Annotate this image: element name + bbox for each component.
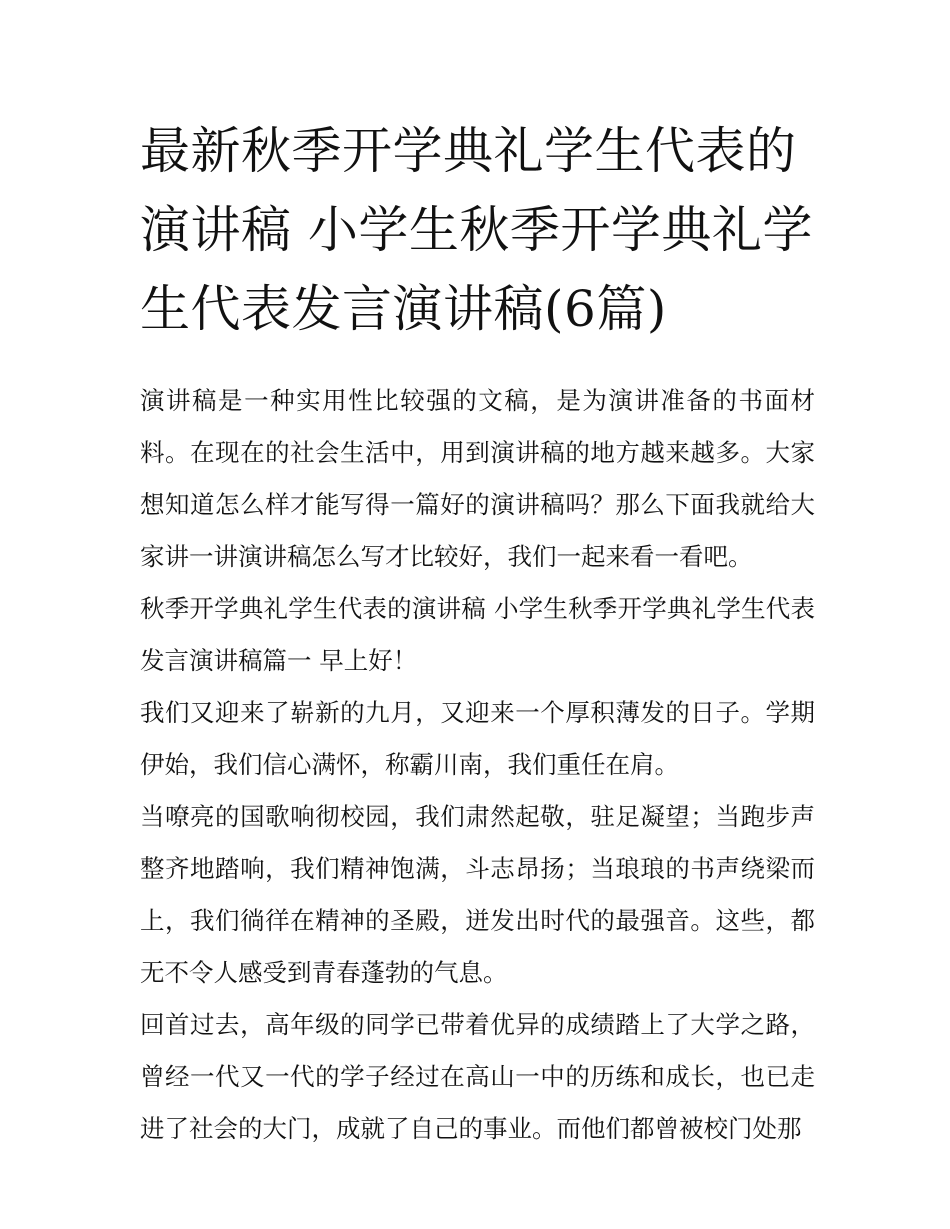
paragraph-section-heading: 秋季开学典礼学生代表的演讲稿 小学生秋季开学典礼学生代表发言演讲稿篇一 早上好！: [140, 594, 815, 675]
paragraph-anthem: 当嘹亮的国歌响彻校园，我们肃然起敬，驻足凝望；当跑步声整齐地踏响，我们精神饱满，斗志昂扬；当琅琅的书声绕梁而上，我们徜徉在精神的圣殿，迸发出时代的最强音。这些，都无不令人感受到青春蓬勃的气息。: [140, 802, 815, 987]
paragraph-september: 我们又迎来了崭新的九月，又迎来一个厚积薄发的日子。学期伊始，我们信心满怀，称霸川南，我们重任在肩。: [140, 698, 815, 779]
paragraph-intro: 演讲稿是一种实用性比较强的文稿，是为演讲准备的书面材料。在现在的社会生活中，用到演讲稿的地方越来越多。大家想知道怎么样才能写得一篇好的演讲稿吗？那么下面我就给大家讲一讲演讲稿怎么写才比较好，我们一起来看一看吧。: [140, 386, 815, 571]
document-page: [140, 112, 815, 1155]
document-title: 最新秋季开学典礼学生代表的演讲稿 小学生秋季开学典礼学生代表发言演讲稿(6篇): [140, 122, 813, 338]
document-body: [140, 375, 815, 1155]
paragraph-looking-back: 回首过去，高年级的同学已带着优异的成绩踏上了大学之路，曾经一代又一代的学子经过在高山一中的历练和成长，也已走进了社会的大门，成就了自己的事业。而他们都曾被校门处那: [140, 1010, 815, 1143]
